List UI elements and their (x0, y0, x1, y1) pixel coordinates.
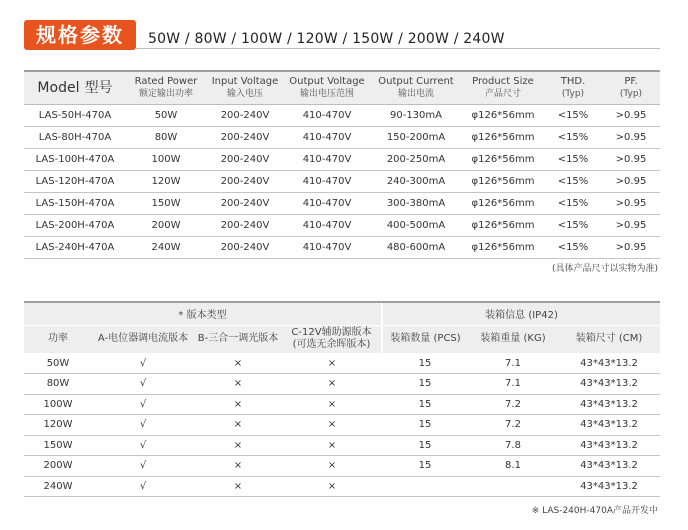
spec-cell: >0.95 (602, 214, 660, 236)
spec-cell: 80W (126, 126, 206, 148)
spec-cell: φ126*56mm (462, 148, 544, 170)
packing-cell: 7.1 (468, 374, 558, 395)
spec-cell: 410-470V (284, 192, 370, 214)
packing-cell: × (282, 456, 382, 477)
packing-row (24, 394, 660, 415)
packing-cell: × (194, 456, 282, 477)
spec-cell: 300-380mA (370, 192, 462, 214)
spec-cell: <15% (544, 192, 602, 214)
packing-table (24, 301, 660, 497)
packing-cell: 100W (24, 394, 92, 415)
col-rated-power: Rated Power 额定输出功率 (126, 71, 206, 104)
spec-cell: 400-500mA (370, 214, 462, 236)
spec-cell: 150-200mA (370, 126, 462, 148)
packing-group-header (24, 302, 660, 325)
col-output-voltage: Output Voltage 输出电压范围 (284, 71, 370, 104)
spec-cell: <15% (544, 126, 602, 148)
packing-cell: 8.1 (468, 456, 558, 477)
packing-cell: √ (92, 394, 194, 415)
spec-cell: 200-240V (206, 104, 284, 126)
packing-cell: 15 (382, 435, 468, 456)
spec-cell: LAS-150H-470A (24, 192, 126, 214)
packing-header-row (24, 325, 660, 353)
spec-row (24, 148, 660, 170)
spec-cell: LAS-80H-470A (24, 126, 126, 148)
spec-cell: 200-250mA (370, 148, 462, 170)
spec-header-row (24, 71, 660, 104)
packing-cell: 7.8 (468, 435, 558, 456)
packing-cell: 15 (382, 394, 468, 415)
packing-cell: × (282, 374, 382, 395)
spec-cell: φ126*56mm (462, 214, 544, 236)
packing-cell: × (282, 394, 382, 415)
spec-cell: φ126*56mm (462, 104, 544, 126)
packing-cell: 80W (24, 374, 92, 395)
packing-cell: 15 (382, 353, 468, 374)
power-options: 50W / 80W / 100W / 120W / 150W / 200W / 240W (148, 31, 505, 47)
packing-cell: × (194, 435, 282, 456)
col-output-current: Output Current 输出电流 (370, 71, 462, 104)
packing-cell: √ (92, 374, 194, 395)
packing-cell: × (282, 415, 382, 436)
packing-cell: × (194, 374, 282, 395)
packing-cell: × (194, 353, 282, 374)
spec-cell: LAS-100H-470A (24, 148, 126, 170)
packing-cell: 43*43*13.2 (558, 435, 660, 456)
packing-cell: √ (92, 435, 194, 456)
size-note: (具体产品尺寸以实物为准) (551, 264, 658, 274)
packing-cell: × (194, 415, 282, 436)
spec-cell: <15% (544, 170, 602, 192)
spec-cell: 240-300mA (370, 170, 462, 192)
packing-cell: × (282, 353, 382, 374)
col-product-size: Product Size 产品尺寸 (462, 71, 544, 104)
spec-cell: 200-240V (206, 148, 284, 170)
packing-cell: × (194, 476, 282, 497)
spec-cell: 100W (126, 148, 206, 170)
spec-cell: >0.95 (602, 148, 660, 170)
spec-row (24, 104, 660, 126)
spec-cell: >0.95 (602, 236, 660, 258)
packing-cell (382, 476, 468, 497)
packing-cell: 240W (24, 476, 92, 497)
spec-cell: 240W (126, 236, 206, 258)
spec-cell: 480-600mA (370, 236, 462, 258)
packing-row (24, 435, 660, 456)
spec-row (24, 192, 660, 214)
title-underline (136, 48, 660, 49)
spec-cell: LAS-50H-470A (24, 104, 126, 126)
spec-cell: 200W (126, 214, 206, 236)
spec-row (24, 236, 660, 258)
spec-row (24, 126, 660, 148)
spec-cell: 410-470V (284, 214, 370, 236)
packing-row (24, 415, 660, 436)
spec-cell: 200-240V (206, 214, 284, 236)
spec-cell: >0.95 (602, 126, 660, 148)
spec-cell: >0.95 (602, 192, 660, 214)
packing-cell (468, 476, 558, 497)
spec-cell: 200-240V (206, 236, 284, 258)
spec-cell: 200-240V (206, 170, 284, 192)
packing-cell: √ (92, 456, 194, 477)
packing-cell: 50W (24, 353, 92, 374)
spec-cell: φ126*56mm (462, 192, 544, 214)
spec-cell: φ126*56mm (462, 236, 544, 258)
col-version-c: C-12V辅助源版本 (可选无余晖版本) (282, 325, 382, 353)
spec-cell: <15% (544, 214, 602, 236)
packing-cell: 15 (382, 374, 468, 395)
packing-cell: × (282, 476, 382, 497)
spec-cell: >0.95 (602, 104, 660, 126)
col-pack-size: 装箱尺寸 (CM) (558, 325, 660, 353)
packing-row (24, 353, 660, 374)
packing-cell: 43*43*13.2 (558, 415, 660, 436)
col-input-voltage: Input Voltage 输入电压 (206, 71, 284, 104)
spec-cell: 200-240V (206, 126, 284, 148)
packing-cell: 150W (24, 435, 92, 456)
packing-cell: 15 (382, 415, 468, 436)
spec-cell: 410-470V (284, 170, 370, 192)
packing-row (24, 456, 660, 477)
packing-cell: 120W (24, 415, 92, 436)
spec-cell: 410-470V (284, 148, 370, 170)
spec-cell: 50W (126, 104, 206, 126)
spec-cell: LAS-200H-470A (24, 214, 126, 236)
spec-cell: 410-470V (284, 104, 370, 126)
packing-cell: √ (92, 476, 194, 497)
spec-cell: 410-470V (284, 236, 370, 258)
spec-cell: 120W (126, 170, 206, 192)
packing-info-group: 装箱信息 (IP42) (382, 302, 660, 325)
spec-cell: 410-470V (284, 126, 370, 148)
col-pack-qty: 装箱数量 (PCS) (382, 325, 468, 353)
packing-cell: 7.2 (468, 394, 558, 415)
packing-cell: 15 (382, 456, 468, 477)
spec-cell: >0.95 (602, 170, 660, 192)
spec-cell: 90-130mA (370, 104, 462, 126)
packing-cell: 43*43*13.2 (558, 456, 660, 477)
spec-cell: LAS-240H-470A (24, 236, 126, 258)
packing-cell: × (194, 394, 282, 415)
packing-row (24, 476, 660, 497)
packing-cell: 43*43*13.2 (558, 394, 660, 415)
spec-cell: <15% (544, 148, 602, 170)
spec-cell: <15% (544, 236, 602, 258)
col-pf: PF. (Typ) (602, 71, 660, 104)
spec-cell: 200-240V (206, 192, 284, 214)
col-model: Model 型号 (24, 71, 126, 104)
version-type-group: * 版本类型 (24, 302, 382, 325)
packing-cell: 7.1 (468, 353, 558, 374)
spec-table (24, 70, 660, 259)
packing-cell: 7.2 (468, 415, 558, 436)
col-thd: THD. (Typ) (544, 71, 602, 104)
col-pack-weight: 装箱重量 (KG) (468, 325, 558, 353)
spec-cell: 150W (126, 192, 206, 214)
packing-cell: 43*43*13.2 (558, 476, 660, 497)
section-title: 规格参数 (24, 20, 136, 50)
packing-row (24, 374, 660, 395)
spec-cell: LAS-120H-470A (24, 170, 126, 192)
spec-cell: φ126*56mm (462, 126, 544, 148)
spec-row (24, 214, 660, 236)
col-version-a: A-电位器调电流版本 (92, 325, 194, 353)
packing-cell: √ (92, 415, 194, 436)
packing-cell: 43*43*13.2 (558, 374, 660, 395)
packing-cell: × (282, 435, 382, 456)
packing-cell: 43*43*13.2 (558, 353, 660, 374)
col-power: 功率 (24, 325, 92, 353)
packing-cell: √ (92, 353, 194, 374)
packing-cell: 200W (24, 456, 92, 477)
col-version-b: B-三合一调光版本 (194, 325, 282, 353)
development-note: ※ LAS-240H-470A产品开发中 (531, 506, 658, 516)
spec-cell: <15% (544, 104, 602, 126)
spec-cell: φ126*56mm (462, 170, 544, 192)
spec-row (24, 170, 660, 192)
